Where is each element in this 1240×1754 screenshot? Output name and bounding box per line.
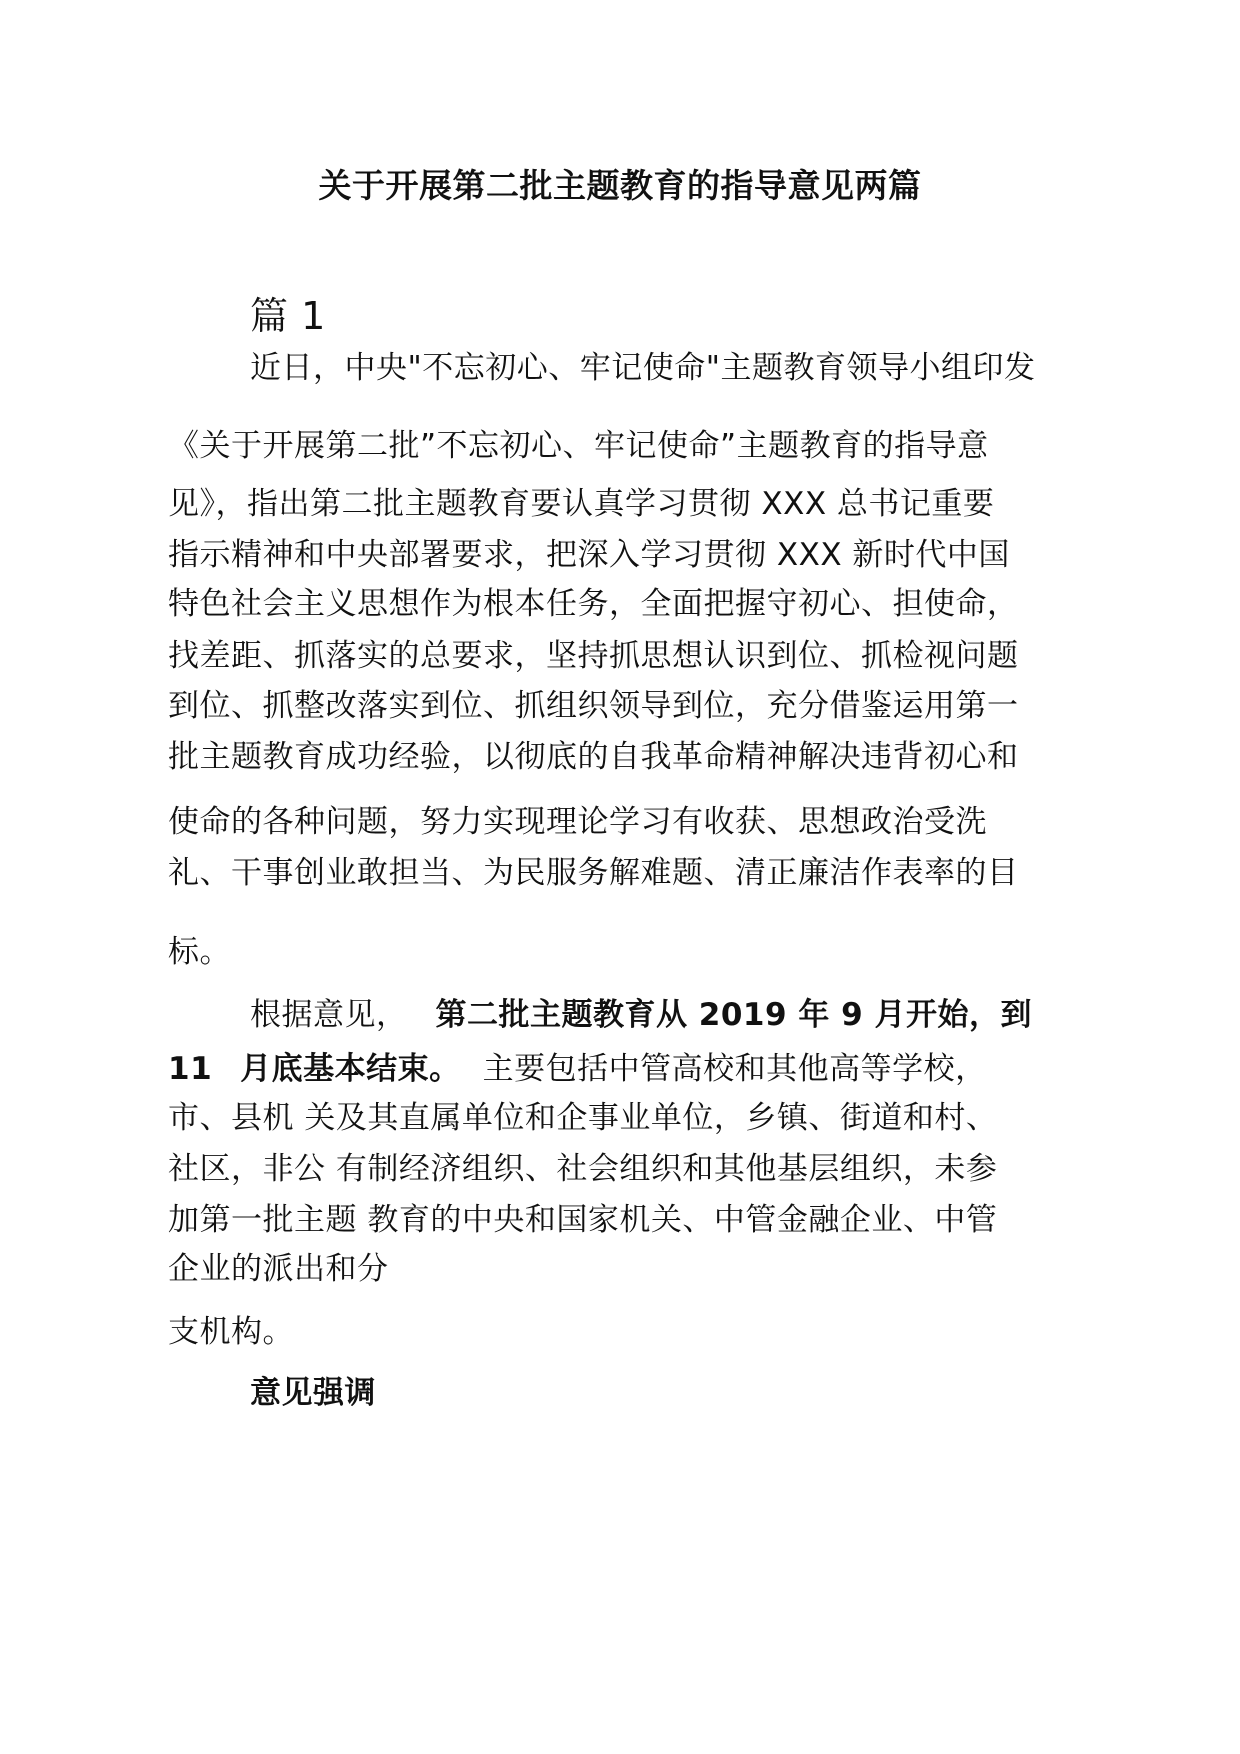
paragraph-line: 到位、抓整改落实到位、抓组织领导到位，充分借鉴运用第一 (168, 688, 1019, 724)
paragraph-line: 市、县机 关及其直属单位和企事业单位，乡镇、街道和村、 (168, 1100, 998, 1136)
paragraph-line: 加第一批主题 教育的中央和国家机关、中管金融企业、中管 (168, 1202, 998, 1238)
paragraph-line: 礼、干事创业敢担当、为民服务解难题、清正廉洁作表率的目 (168, 855, 1019, 891)
paragraph-line: 批主题教育成功经验，以彻底的自我革命精神解决违背初心和 (168, 739, 1019, 775)
paragraph-line (250, 995, 1032, 1035)
paragraph-line: 使命的各种问题，努力实现理论学习有收获、思想政治受洗 (168, 804, 987, 840)
paragraph-lead: 根据意见， (250, 997, 408, 1033)
document-title: 关于开展第二批主题教育的指导意见两篇 (318, 166, 922, 205)
emphasis-text: 月底基本结束。 (240, 1051, 461, 1087)
paragraph-text: 主要包括中管高校和其他高等学校， (482, 1051, 987, 1087)
paragraph-line: 《关于开展第二批”不忘初心、牢记使命”主题教育的指导意 (168, 428, 989, 464)
emphasis-number: 11 (168, 1051, 213, 1087)
paragraph-line: 指示精神和中央部署要求，把深入学习贯彻 XXX 新时代中国 (168, 537, 1010, 573)
paragraph-line: 企业的派出和分 (168, 1251, 389, 1287)
emphasis-text: 第二批主题教育从 2019 年 9 月开始，到 (435, 997, 1033, 1033)
paragraph-line: 见》，指出第二批主题教育要认真学习贯彻 XXX 总书记重要 (168, 486, 995, 522)
paragraph-line: 社区，非公 有制经济组织、社会组织和其他基层组织，未参 (168, 1151, 998, 1187)
paragraph-line: 特色社会主义思想作为根本任务，全面把握守初心、担使命， (168, 586, 1019, 622)
paragraph-line: 找差距、抓落实的总要求，坚持抓思想认识到位、抓检视问题 (168, 638, 1019, 674)
paragraph-line: 标。 (168, 934, 231, 970)
subheading: 意见强调 (250, 1375, 376, 1411)
paragraph-line: 支机构。 (168, 1314, 294, 1350)
section-heading: 篇 1 (250, 294, 326, 338)
paragraph-line: 近日，中央"不忘初心、牢记使命"主题教育领导小组印发 (250, 350, 1036, 386)
paragraph-line (168, 1049, 987, 1089)
